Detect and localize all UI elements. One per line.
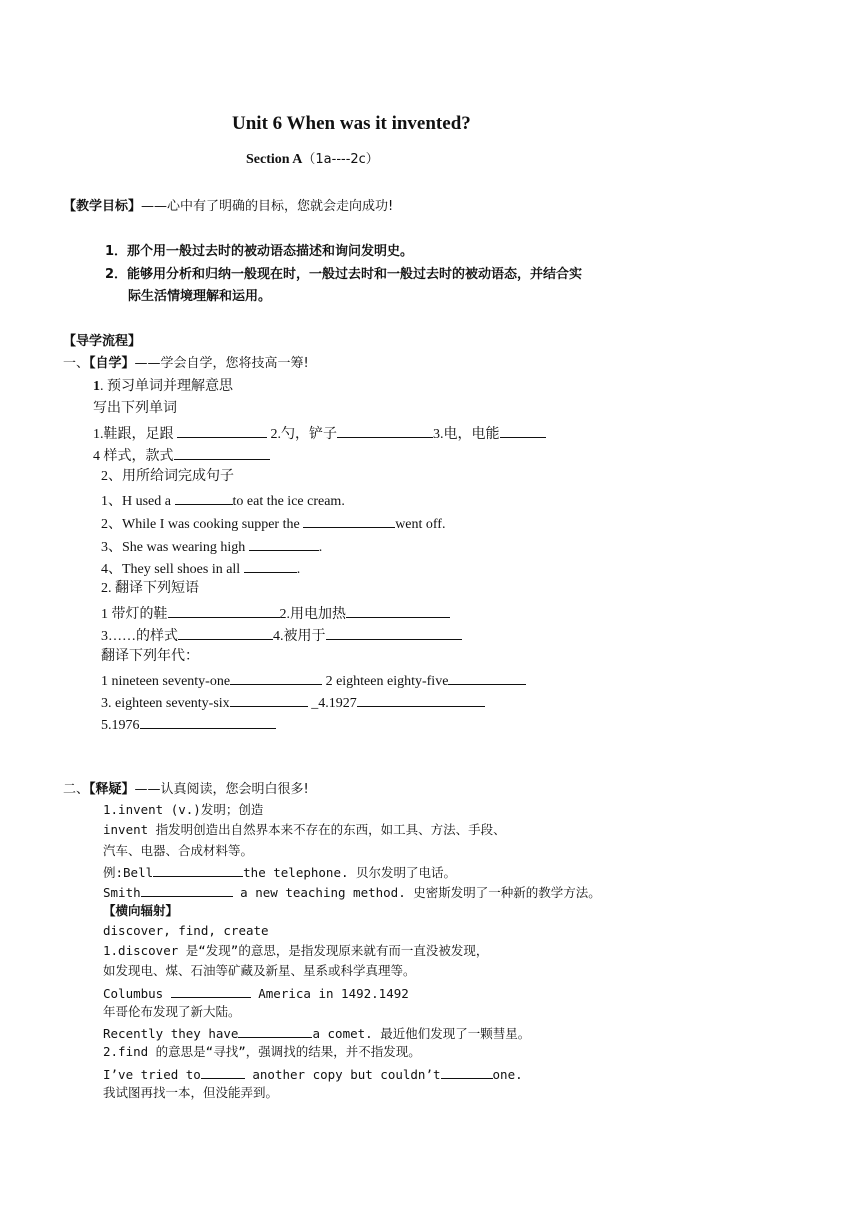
year-3-label: 3. eighteen seventy-six xyxy=(101,696,230,711)
year-5-blank[interactable] xyxy=(140,714,276,729)
write-words-title: 写出下列单词 xyxy=(93,401,177,416)
recently-a: Recently they have xyxy=(103,1026,239,1041)
columbus-b: America in 1492.1492 xyxy=(250,986,409,1001)
part2-motto: ——认真阅读，您会明白很多! xyxy=(134,782,309,797)
years-line-1 xyxy=(101,670,526,691)
goals-motto: ——心中有了明确的目标，您就会走向成功! xyxy=(141,199,394,214)
year-4-label: _4.1927 xyxy=(311,696,357,711)
recently-blank[interactable] xyxy=(238,1023,312,1038)
goal-item-2-text: 能够用分析和归纳一般现在时，一般过去时和一般过去时的被动语态，并结合实 xyxy=(127,267,583,282)
preview-text: . 预习单词并理解意思 xyxy=(100,379,233,394)
preview-title xyxy=(93,378,233,396)
sentence-3-blank[interactable] xyxy=(249,536,319,551)
phrases-line-2 xyxy=(101,625,462,646)
example-2-b: a new teaching method. 史密斯发明了一种新的教学方法。 xyxy=(232,885,601,900)
columbus-a: Columbus xyxy=(103,986,171,1001)
invent-desc-1: invent 指发明创造出自然界本来不存在的东西，如工具、方法、手段、 xyxy=(103,822,506,837)
phrase-4-blank[interactable] xyxy=(326,625,462,640)
goal-item-1-num: 1． xyxy=(105,244,128,259)
sentence-3-a: 3、She was wearing high xyxy=(101,540,249,555)
goals-line xyxy=(63,198,393,216)
recently-b: a comet. 最近他们发现了一颗彗星。 xyxy=(312,1026,531,1041)
tried-c: one. xyxy=(492,1067,523,1082)
year-4-blank[interactable] xyxy=(357,692,485,707)
recently-line xyxy=(103,1023,530,1043)
related-words: discover, find, create xyxy=(103,923,269,938)
part2-heading: 【释疑】 xyxy=(89,782,135,797)
preview-num: 1 xyxy=(93,379,100,394)
sentence-4 xyxy=(101,558,300,579)
phrase-3-blank[interactable] xyxy=(178,625,273,640)
year-3-blank[interactable] xyxy=(230,692,308,707)
tried-blank-1[interactable] xyxy=(201,1064,245,1079)
sentence-1-blank[interactable] xyxy=(175,490,233,505)
goal-item-2 xyxy=(105,266,582,284)
year-2-blank[interactable] xyxy=(448,670,526,685)
word-1-blank[interactable] xyxy=(177,423,267,438)
goal-item-1-text: 那个用一般过去时的被动语态描述和询问发明史。 xyxy=(127,244,414,259)
part1-heading-line xyxy=(63,355,309,373)
goals-heading: 【教学目标】 xyxy=(63,199,142,214)
word-3-label: 3.电，电能 xyxy=(433,427,500,442)
year-1-label: 1 nineteen seventy-one xyxy=(101,674,231,689)
part2-prefix: 二、 xyxy=(63,782,90,797)
sentence-2-blank[interactable] xyxy=(303,513,395,528)
tried-cn: 我试图再找一本，但没能弄到。 xyxy=(103,1085,279,1100)
sentence-2 xyxy=(101,513,445,534)
sentence-2-a: 2、While I was cooking supper the xyxy=(101,517,304,532)
year-5-label: 5.1976 xyxy=(101,718,140,733)
section-label xyxy=(246,151,379,169)
flow-heading: 【导学流程】 xyxy=(63,334,142,349)
example-2-a: Smith xyxy=(103,885,141,900)
find-desc: 2.find 的意思是“寻找”，强调找的结果，并不指发现。 xyxy=(103,1044,421,1059)
complete-title: 2、用所给词完成句子 xyxy=(101,469,234,484)
example-1-b: the telephone. 贝尔发明了电话。 xyxy=(243,865,457,880)
page-title: Unit 6 When was it invented? xyxy=(232,113,471,134)
sentence-3 xyxy=(101,536,322,557)
translate-title: 2. 翻译下列短语 xyxy=(101,581,199,596)
phrases-line-1 xyxy=(101,603,450,624)
phrase-2-blank[interactable] xyxy=(346,603,450,618)
sentence-1-a: 1、H used a xyxy=(101,494,175,509)
phrase-4-label: 4.被用于 xyxy=(273,629,326,644)
sentence-4-b: . xyxy=(296,562,301,577)
example-1-a: 例:Bell xyxy=(103,865,154,880)
example-2-blank[interactable] xyxy=(141,882,233,897)
phrase-2-label: 2.用电加热 xyxy=(279,607,346,622)
word-4-blank[interactable] xyxy=(174,445,270,460)
discover-desc-2: 如发现电、煤、石油等矿藏及新星、星系或科学真理等。 xyxy=(103,963,416,978)
lateral-heading: 【横向辐射】 xyxy=(103,903,179,918)
columbus-blank[interactable] xyxy=(171,983,251,998)
sentence-3-b: . xyxy=(318,540,323,555)
invent-title: 1.invent (v.)发明；创造 xyxy=(103,802,264,817)
part1-heading: 【自学】 xyxy=(89,356,135,371)
years-title: 翻译下列年代： xyxy=(101,649,199,664)
goal-item-1 xyxy=(105,243,413,261)
word-1-label: 1.鞋跟，足跟 xyxy=(93,427,174,442)
example-1 xyxy=(103,862,456,882)
sentence-4-blank[interactable] xyxy=(244,558,297,573)
goal-item-2-num: 2． xyxy=(105,267,128,282)
sentence-1-b: to eat the ice cream. xyxy=(232,494,345,509)
part2-heading-line xyxy=(63,781,309,799)
tried-b: another copy but couldn’t xyxy=(244,1067,441,1082)
tried-blank-2[interactable] xyxy=(441,1064,493,1079)
columbus-cn: 年哥伦布发现了新大陆。 xyxy=(103,1004,241,1019)
phrase-3-label: 3……的样式 xyxy=(101,629,178,644)
word-4-label: 4 样式，款式 xyxy=(93,449,174,464)
columbus-line xyxy=(103,983,409,1003)
example-2 xyxy=(103,882,601,902)
phrase-1-blank[interactable] xyxy=(168,603,280,618)
years-line-3 xyxy=(101,714,276,735)
phrase-1-label: 1 带灯的鞋 xyxy=(101,607,168,622)
year-2-label: 2 eighteen eighty-five xyxy=(325,674,449,689)
tried-line xyxy=(103,1064,523,1084)
part1-motto: ——学会自学，您将技高一筹! xyxy=(134,356,309,371)
words-line-1 xyxy=(93,423,546,444)
word-2-blank[interactable] xyxy=(337,423,433,438)
word-3-blank[interactable] xyxy=(500,423,546,438)
word-2-label: 2.勺，铲子 xyxy=(270,427,337,442)
goal-item-2-cont: 际生活情境理解和运用。 xyxy=(128,289,272,304)
years-line-2 xyxy=(101,692,485,713)
example-1-blank[interactable] xyxy=(153,862,243,877)
section-bold: Section A xyxy=(246,152,303,167)
section-range: （1a----2c） xyxy=(302,152,379,167)
discover-desc-1: 1.discover 是“发现”的意思，是指发现原来就有而一直没被发现， xyxy=(103,943,489,958)
sentence-1 xyxy=(101,490,345,511)
tried-a: I’ve tried to xyxy=(103,1067,201,1082)
sentence-4-a: 4、They sell shoes in all xyxy=(101,562,244,577)
words-line-2 xyxy=(93,445,270,466)
year-1-blank[interactable] xyxy=(230,670,322,685)
part1-prefix: 一、 xyxy=(63,356,90,371)
sentence-2-b: went off. xyxy=(395,517,446,532)
invent-desc-2: 汽车、电器、合成材料等。 xyxy=(103,843,254,858)
